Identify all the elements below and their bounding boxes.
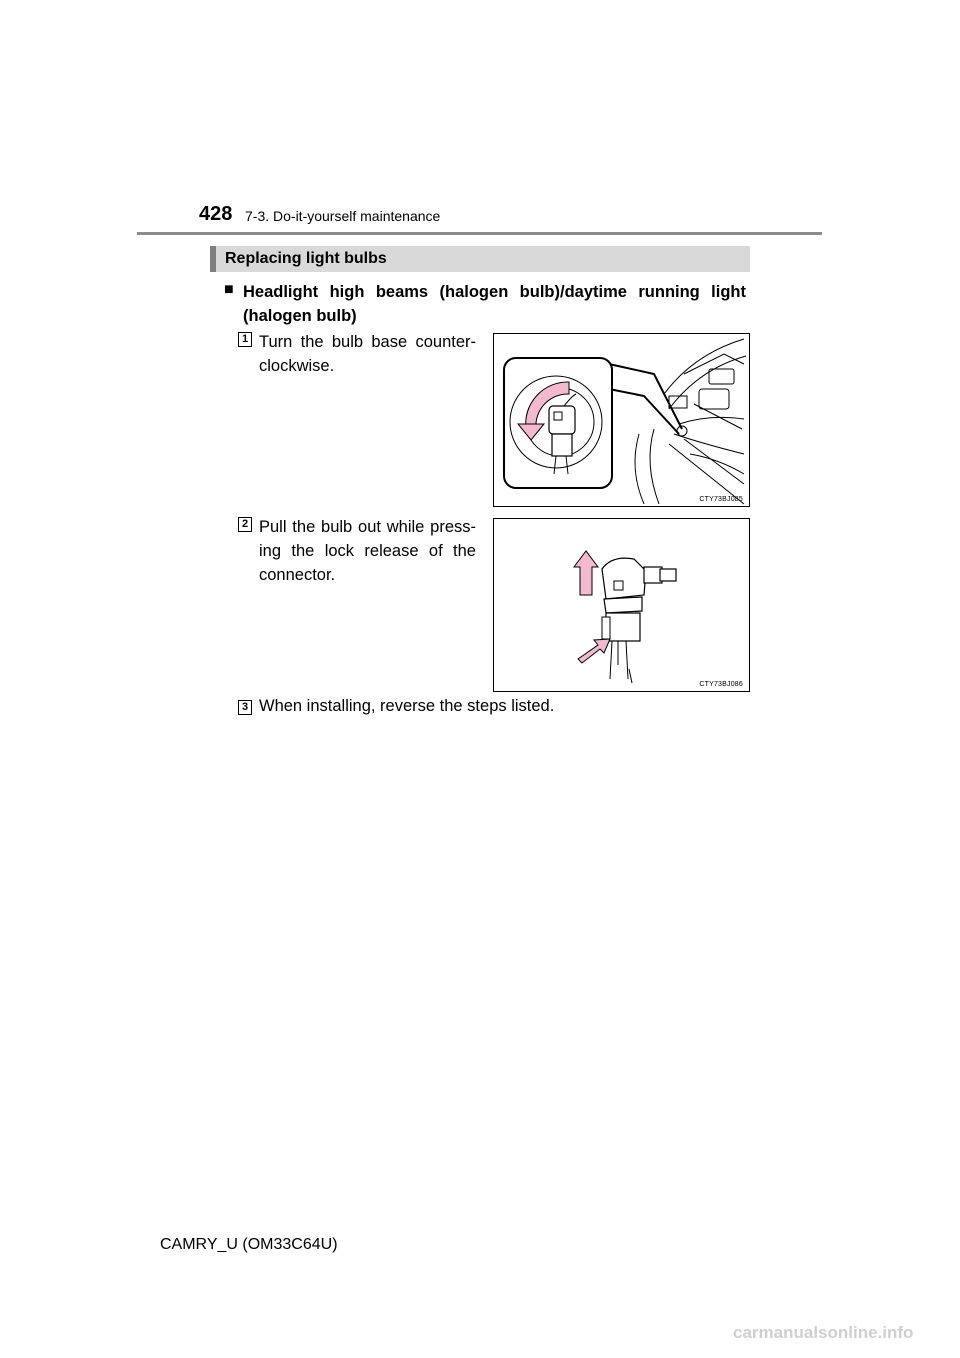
square-bullet-icon: ■ — [224, 281, 234, 298]
section-title-bar — [210, 246, 750, 272]
step-number-3: 3 — [238, 700, 252, 715]
step-3-text: When installing, reverse the steps listed. — [259, 697, 555, 715]
document-footer: CAMRY_U (OM33C64U) — [160, 1236, 338, 1253]
header-rule — [137, 232, 822, 235]
figure-bulb-remove — [493, 518, 750, 692]
figure-bulb-rotate — [493, 333, 750, 507]
step-1-text: Turn the bulb base counter-clockwise. — [259, 333, 476, 375]
section-heading: 7-3. Do-it-yourself maintenance — [245, 208, 441, 224]
watermark: carmanualsonline.info — [733, 1323, 914, 1342]
page-number: 428 — [199, 203, 233, 225]
bulb-rotate-illustration — [494, 334, 749, 506]
bulb-remove-illustration — [494, 519, 749, 691]
step-2-text: Pull the bulb out while press-ing the lock release of the connector. — [259, 518, 476, 584]
section-title: Replacing light bulbs — [225, 250, 387, 267]
step-number-1: 1 — [238, 332, 252, 347]
figure-code-2: CTY73BJ086 — [699, 681, 743, 688]
subsection-title: Headlight high beams (halogen bulb)/daytime running light (halogen bulb) — [243, 283, 746, 325]
step-number-2: 2 — [238, 517, 252, 532]
figure-code-1: CTY73BJ085 — [699, 496, 743, 503]
